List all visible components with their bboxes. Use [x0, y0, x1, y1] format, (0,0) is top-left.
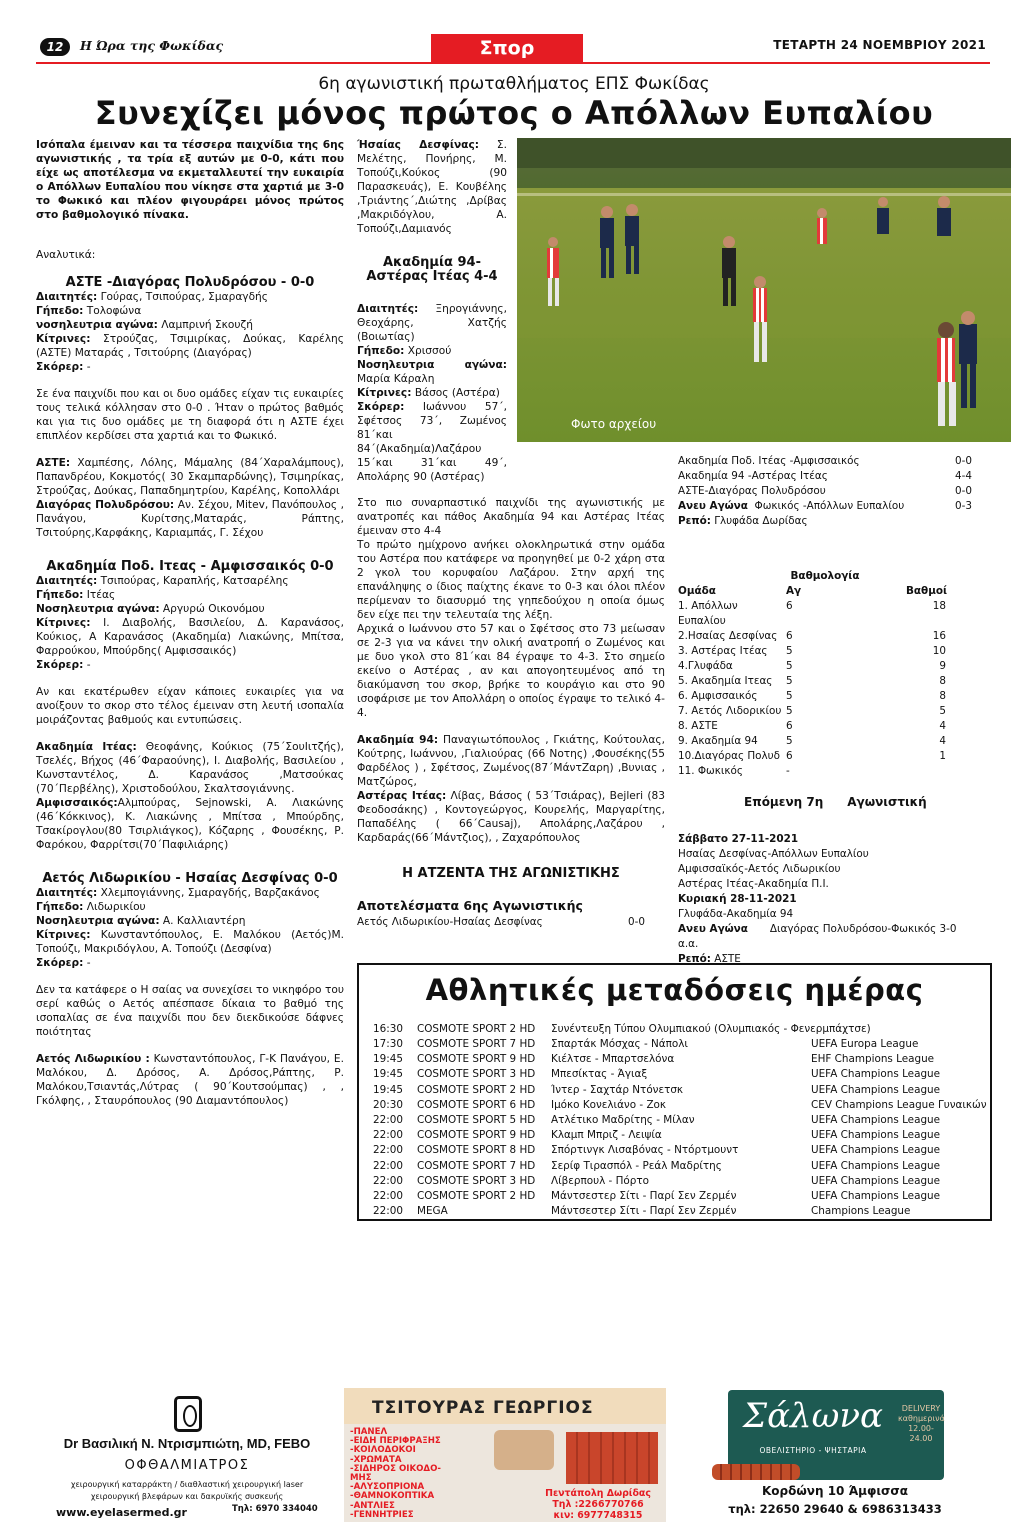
salona-food-illustration — [712, 1464, 800, 1480]
m1-lineup-2: Διαγόρας Πολυδρόσου: Αν. Σέχου, Mitev, Πανόπουλος , Πανάγου, Κυρίτσης,Ματαράς, Ράπτης, Τσιτούρης,Καρφάκης, Καριαμπάς, Γ. Σέχου — [36, 499, 344, 539]
standings-points: 8 — [939, 675, 946, 687]
tv-channel: COSMOTE SPORT 7 HD — [417, 1038, 536, 1050]
salona-delivery: DELIVERY καθημερινά 12.00-24.00 — [898, 1404, 945, 1443]
standings-points: 4 — [939, 720, 946, 732]
issue-date: ΤΕΤΑΡΤΗ 24 ΝΟΕΜΒΡΙΟΥ 2021 — [773, 38, 986, 52]
tv-channel: COSMOTE SPORT 2 HD — [417, 1190, 536, 1202]
header-rule — [36, 62, 990, 64]
m3-stadium: Γήπεδο: Λιδωρικίου — [36, 901, 146, 913]
salona-subtitle: ΟΒΕΛΙΣΤΗΡΙΟ - ΨΗΣΤΑΡΙΑ — [759, 1446, 867, 1455]
tv-competition: UEFA Europa League — [811, 1038, 919, 1050]
standings-team: 6. Αμφισσαικός — [678, 690, 758, 702]
salona-ad-final — [678, 1390, 992, 1522]
m1-yellow-cards: Κίτρινες: Στρούζας, Τσιμιρίκας, Δούκας, Καρέλης (ΑΣΤΕ) Ματαράς , Τσιτούρης (Διαγόρας) — [36, 333, 344, 359]
standings-points: 10 — [932, 645, 946, 657]
tsitouras-contact — [534, 1488, 662, 1521]
doctor-ad-panel-final — [36, 1388, 338, 1520]
standings-team: 4.Γλυφάδα — [678, 660, 733, 672]
standings-played: 5 — [786, 705, 793, 717]
m2-stadium: Γήπεδο: Ιτέας — [36, 589, 116, 601]
tv-competition: UEFA Champions League — [811, 1144, 941, 1157]
doctor-line-1: χειρουργική καταρράκτη / διαθλαστική χειρουργική laser — [70, 1480, 304, 1489]
tv-channel: COSMOTE SPORT 9 HD — [417, 1129, 536, 1142]
tv-competition: UEFA Champions League — [811, 1174, 941, 1187]
tv-event: Ατλέτικο Μαδρίτης - Μίλαν — [551, 1114, 695, 1126]
standings-played: 5 — [786, 675, 793, 687]
tv-event: Ιμόκο Κονελιάνο - Ζοκ — [551, 1098, 667, 1111]
tv-time: 19:45 — [373, 1083, 403, 1096]
tv-time: 19:45 — [373, 1068, 403, 1081]
tv-channel: COSMOTE SPORT 6 HD — [417, 1098, 536, 1111]
standings-played: 6 — [786, 600, 793, 612]
tv-channel: COSMOTE SPORT 7 HD — [417, 1159, 536, 1172]
tsitouras-roof-icon — [566, 1432, 658, 1484]
tv-channel: COSMOTE SPORT 3 HD — [417, 1174, 536, 1187]
tv-competition: UEFA Champions League — [811, 1068, 941, 1081]
m4-lineup-1: Ακαδημία 94: Παναγιωτόπουλος , Γκιάτης, Κούτουλας, Κούτρης, Ιωάννου, ,Γιαλιούρας (66 Νοτης) ,Φουσέκης(55 Φαρδέλος ) , Σφέτσος, Ζωμένος(87΄ΜάντΖαρη) ,Βυνιας , Ματζώρος, — [357, 734, 665, 788]
m2-yellow-cards: Κίτρινες: Ι. Διαβολής, Βασιλείου, Δ. Καρανάσος, Κούκιος, Α Καρανάσος (Ακαδημία) Λιακώνης, Μπίτσα, Φαρρούκου, Μπούρδης( Αμφισσαικός) — [36, 617, 344, 657]
tsitouras-phone-1: Τηλ :2266770766 — [552, 1499, 644, 1510]
standings-points: 5 — [939, 705, 946, 717]
standings-team: 3. Αστέρας Ιτέας — [678, 645, 768, 657]
standings-row — [678, 749, 972, 764]
tsitouras-ad-final — [344, 1388, 666, 1522]
m1-nurse: νοσηλευτρια αγώνα: Λαμπρινή Σκουζή — [36, 319, 253, 331]
article-headline: Συνεχίζει μόνος πρώτος ο Απόλλων Ευπαλίου — [94, 94, 934, 132]
m4-nurse: Νοσηλευτρια αγώνα: Μαρία Κάραλη — [357, 359, 507, 385]
tv-time: 22:00 — [373, 1174, 403, 1187]
standings-played: 5 — [786, 690, 793, 702]
tv-competition: UEFA Champions League — [811, 1159, 941, 1172]
standings-played: 6 — [786, 720, 793, 732]
player-red-4 — [817, 208, 827, 244]
tv-time: 22:00 — [373, 1205, 403, 1218]
tv-time: 22:00 — [373, 1190, 403, 1202]
result-row: Ακαδημία Ποδ. Ιτέας -Αμφισσαικός 0-0 — [678, 455, 972, 467]
tv-competition: Champions League — [811, 1205, 911, 1218]
m2-lineup-2: Αμφισσαικός:Αλμπούρας, Sejnowski, Α. Λιακώνης (46΄Κόκκινος), Κ. Λιακώνης , Μπίτσα , Μπούρδης, Τσακίρογλου(80 Τσιρλιάγκος), Κόζαρης , Φουσέκης, Ρ. Φαρόκου, Φαρρίτσι(70΄Παφιλιάρης) — [36, 797, 344, 851]
tv-time: 22:00 — [373, 1129, 403, 1142]
tv-competition: CEV Champions League Γυναικών — [811, 1098, 987, 1111]
standings-row — [678, 764, 972, 779]
tv-channel: COSMOTE SPORT 5 HD — [417, 1114, 536, 1126]
tv-event: Μάντσεστερ Σίτι - Παρί Σεν Ζερμέν — [551, 1205, 737, 1218]
tv-event: Λίβερπουλ - Πόρτο — [551, 1174, 649, 1187]
next-round — [678, 832, 972, 967]
m3-lineup-1: Αετός Λιδωρικίου : Κωνσταντόπουλος, Γ-Κ Πανάγου, Ε. Μαλόκου, Δ. Δρόσος, Α. Δρόσος,Ράπτης, Ρ. Μαλόκου,Τσιαντάς,Λύτρας ( 90΄Κουτσούμπας) , , Γκόλφης, , Σταυρόπουλος (90 Διαμαντόπουλος) — [36, 1053, 344, 1107]
result-row: Ακαδημία 94 -Αστέρας Ιτέας 4-4 — [678, 470, 972, 482]
analytically-label: Αναλυτικά: — [36, 249, 96, 261]
standings-row — [678, 674, 972, 689]
doctor-website[interactable]: www.eyelasermed.gr — [56, 1506, 187, 1519]
tv-competition: UEFA Champions League — [811, 1190, 941, 1202]
tv-time: 22:00 — [373, 1159, 403, 1172]
tv-event: Σπαρτάκ Μόσχας - Νάπολι — [551, 1038, 688, 1050]
standings-points: 8 — [939, 690, 946, 702]
tv-intro-event: Συνέντευξη Τύπου Ολυμπιακού (Ολυμπιακός - Φενερμπάχτσε) — [551, 1023, 871, 1035]
tsitouras-items: -ΠΑΝΕΛ -ΕΙΔΗ ΠΕΡΙΦΡΑΞΗΣ -ΚΟΙΛΟΔΟΚΟΙ -ΧΡΩΜΑΤΑ -ΣΙΔΗΡΟΣ ΟΙΚΟΔΟ- ΜΗΣ -ΑΛΥΣΟΠΡΙΟΝΑ -ΘΑΜΝΟΚΟΠΤΙΚΑ -ΑΝΤΛΙΕΣ -ΓΕΝΝΗΤΡΙΕΣ — [350, 1427, 441, 1520]
article-kicker: 6η αγωνιστική πρωταθλήματος ΕΠΣ Φωκίδας — [318, 74, 710, 94]
standings-row — [678, 599, 972, 629]
m4-yellow-cards: Κίτρινες: Βάσος (Αστέρα) — [357, 387, 500, 399]
tv-event: Σερίφ Τιρασπόλ - Ρεάλ Μαδρίτης — [551, 1159, 722, 1172]
standings-team: 8. ΑΣΤΕ — [678, 720, 718, 732]
tv-competition: UEFA Champions League — [811, 1114, 941, 1126]
standings-title: Βαθμολογία — [790, 570, 860, 582]
doctor-specialty: ΟΦΘΑΛΜΙΑΤΡΟΣ — [124, 1458, 250, 1473]
tv-channel: MEGA — [417, 1205, 448, 1218]
standings-team: 7. Αετός Λιδορικίου — [678, 705, 782, 717]
tv-channel: COSMOTE SPORT 9 HD — [417, 1053, 536, 1066]
doctor-line-2: χειρουργική βλεφάρων και δακρυϊκής συσκευής — [90, 1492, 284, 1501]
tv-time: 17:30 — [373, 1038, 403, 1050]
tv-competition: UEFA Champions League — [811, 1129, 941, 1142]
next-match: Ησαίας Δεσφίνας-Απόλλων Ευπαλίου — [678, 848, 869, 860]
m1-stadium: Γήπεδο: Τολοφώνα — [36, 305, 142, 317]
m3-text: Δεν τα κατάφερε ο Η σαίας να συνεχίσει το νικηφόρο του σερί καθώς ο Αετός απέσπασε δίκαια το βαθμό της ισοπαλίας σε ένα παιχνίδι που δεν διεκδικούσε δάφνες ποιότητας — [36, 984, 344, 1038]
next-match: Αστέρας Ιτέας-Ακαδημία Π.Ι. — [678, 878, 829, 890]
tv-time: 20:30 — [373, 1098, 403, 1111]
m4-text-1: Στο πιο συναρπαστικό παιχνίδι της αγωνιστικής με ανατροπές και πάθος Ακαδημία 94 και Αστέρας Ιτέας έμειναν στο 4-4 — [357, 497, 665, 537]
match-2-title: Ακαδημία Ποδ. Ιτεας - Αμφισσαικός 0-0 — [46, 559, 334, 574]
player-blue-5 — [877, 197, 889, 234]
m4-referees: Διαιτητές: Ξηρογιάννης, Θεοχάρης, Χατζής (Βοιωτίας) — [357, 303, 507, 343]
m3-yellow-cards: Κίτρινες: Κωνσταντόπουλος, Ε. Μαλόκου (Αετός)Μ. Τοπούζι, Μακριδόγλου, Α. Τοπούζι (Δεσφίνα) — [36, 929, 344, 955]
article-column-2-lower — [357, 496, 665, 930]
standings-row — [678, 734, 972, 749]
standings-played: 5 — [786, 660, 793, 672]
doctor-name: Dr Βασιλική Ν. Ντρισμπιώτη, MD, FEBO — [63, 1436, 311, 1451]
standings-played: 6 — [786, 630, 793, 642]
m1-scorers: Σκόρερ: - — [36, 361, 91, 373]
m3-lineup-2: Ήσαίας Δεσφίνας: Σ. Μελέτης, Πονήρης, Μ. Τοπούζι,Κούκος (90 Παρασκευάς), Ε. Κουβέλης ,Τριάντης΄,Διώτης ,Δρίβας ,Μακριδόγλου, Α. Τοπούζι,Δαμιανός — [357, 139, 507, 235]
tv-event: Ίντερ - Σαχτάρ Ντόνετσκ — [551, 1083, 684, 1096]
standings-played: - — [786, 765, 790, 777]
salona-name: Σάλωνα — [743, 1396, 883, 1436]
match-3-title: Αετός Λιδωρικίου - Ησαίας Δεσφίνας 0-0 — [42, 871, 338, 886]
next-rest: Ρεπό: ΑΣΤΕ — [678, 953, 741, 965]
paper-name: Η Ώρα της Φωκίδας — [80, 38, 224, 53]
tv-intro-time: 16:30 — [373, 1023, 403, 1035]
tv-broadcasts-box — [357, 963, 992, 1221]
eye-logo-icon — [174, 1396, 202, 1432]
standings — [678, 569, 972, 779]
tv-event: Σπόρτινγκ Λισαβόνας - Ντόρτμουντ — [551, 1144, 739, 1157]
standings-team: 9. Ακαδημία 94 — [678, 735, 758, 747]
football-field-illustration — [517, 138, 1011, 442]
standings-points: 18 — [932, 600, 946, 612]
salona-phone: τηλ: 22650 29640 & 6986313433 — [728, 1502, 942, 1516]
section-tab: Σπορ — [431, 34, 583, 62]
tv-channel: COSMOTE SPORT 3 HD — [417, 1068, 536, 1081]
standings-played: 6 — [786, 750, 793, 762]
standings-team: 5. Ακαδημία Ιτεας — [678, 675, 773, 687]
m1-lineup-1: ΑΣΤΕ: Χαμπέσης, Λόλης, Μάμαλης (84΄Χαραλάμπους), Παπανδρέου, Κοκμοτός( 30 Σκαμπαρδώνης), Τσιμηρίκας, Στρούζας, Δούκας, Παπαδημητρίου, Καρέλης, Κοπολλάρι — [36, 457, 344, 497]
standings-points — [906, 764, 946, 779]
tsitouras-phone-2: κιν: 6977748315 — [553, 1510, 643, 1521]
next-round-title: Επόμενη 7η Αγωνιστική — [744, 795, 927, 809]
tv-competition: EHF Champions League — [811, 1053, 935, 1066]
standings-points: 16 — [932, 630, 946, 642]
tv-event: Μπεσίκτας - Άγιαξ — [551, 1068, 648, 1081]
article-column-1 — [36, 138, 344, 1108]
tv-time: 22:00 — [373, 1144, 403, 1157]
page-header — [0, 0, 1028, 64]
agenda-title: Η ΑΤΖΕΝΤΑ ΤΗΣ ΑΓΩΝΙΣΤΙΚΗΣ — [402, 866, 620, 881]
tv-event: Μάντσεστερ Σίτι - Παρί Σεν Ζερμέν — [551, 1190, 737, 1202]
standings-points: 9 — [939, 660, 946, 672]
tv-channel: COSMOTE SPORT 2 HD — [417, 1083, 536, 1096]
result-row: ΑΣΤΕ-Διαγόρας Πολυδρόσου 0-0 — [678, 485, 972, 497]
tv-time: 19:45 — [373, 1053, 403, 1066]
next-match: Γλυφάδα-Ακαδημία 94 — [678, 908, 794, 920]
next-sat-date: Σάββατο 27-11-2021 — [678, 833, 799, 845]
match-photo — [517, 138, 1011, 442]
m1-referees: Διαιτητές: Γούρας, Τσιπούρας, Σμαραγδής — [36, 291, 268, 303]
m4-lineup-2: Αστέρας Ιτέας: Λίβας, Βάσος ( 53΄Τσιάρας), Bejleri (83 Φεοδοσάκης) , Κοντογεώργος, Κουρελής, Μαργαρίτης, Παπαδέλης ( 66΄Causaj), Απολάρης,Λαζάρου , Καρδαράς(66΄Μάντζιος), , Ζαχαρόπουλος — [357, 790, 665, 844]
photo-caption: Φωτο αρχείου — [571, 417, 657, 431]
tv-event: Κλαμπ Μπριζ - Λειψία — [551, 1129, 662, 1142]
tv-event: Κιέλτσε - Μπαρτσελόνα — [551, 1053, 675, 1066]
next-sun-date: Κυριακή 28-11-2021 — [678, 893, 797, 905]
m2-referees: Διαιτητές: Τσιπούρας, Καραπλής, Κατσαρέλης — [36, 575, 289, 587]
results-column — [678, 454, 972, 967]
tsitouras-name: ΤΣΙΤΟΥΡΑΣ ΓΕΩΡΓΙΟΣ — [372, 1398, 594, 1418]
tsitouras-location: Πεντάπολη Δωρίδας — [545, 1488, 651, 1499]
next-no-match: Ανευ Αγώνα Διαγόρας Πολυδρόσου-Φωκικός 3-0 α.α. — [678, 923, 957, 950]
standings-played: 5 — [786, 645, 793, 657]
m3-scorers: Σκόρερ: - — [36, 957, 91, 969]
standings-team: 11. Φωκικός — [678, 765, 743, 777]
m3-referees: Διαιτητές: Χλεμπογιάννης, Σμαραγδής, Βαρζακάνος — [36, 887, 320, 899]
m2-nurse: Νοσηλευτρια αγώνα: Αργυρώ Οικονόμου — [36, 603, 265, 615]
doctor-phone: Τηλ: 6970 334040 — [232, 1504, 318, 1514]
tv-channel: COSMOTE SPORT 8 HD — [417, 1144, 536, 1157]
m4-text-2: Το πρώτο ημίχρονο ανήκει ολοκληρωτικά στην ομάδα του Αστέρα που κατάφερε να προηγηθεί με 0-2 χάρη στα 2 γκολ του κορυφαίου Λαζάρου. Στην αρχή της επανάληψης ο ίδιος παίχτης έκανε το 0-3 και όλοι πλέον περίμεναν το διασυρμό της γηπεδούχου η οποία όμως δεν είχε πει την τελευταία της λέξη. — [357, 539, 665, 621]
ads-row — [0, 1384, 1028, 1524]
no-match-row: Ανευ Αγώνα Φωκικός -Απόλλων Ευπαλίου 0-3 — [678, 500, 972, 512]
m3-nurse: Νοσηλευτρια αγώνα: Α. Καλλιαντέρη — [36, 915, 246, 927]
page-number-badge: 12 — [40, 38, 70, 56]
player-blue-3 — [937, 196, 951, 236]
m4-stadium: Γήπεδο: Χρισσού — [357, 345, 452, 357]
m2-scorers: Σκόρερ: - — [36, 659, 91, 671]
results-title: Αποτελέσματα 6ης Αγωνιστικής — [357, 898, 583, 913]
rest-row: Ρεπό: Γλυφάδα Δωρίδας — [678, 515, 808, 527]
standings-played: 5 — [786, 735, 793, 747]
standings-team: 1. Απόλλων Ευπαλίου — [678, 600, 738, 627]
standings-row — [678, 689, 972, 704]
standings-points: 1 — [939, 750, 946, 762]
m2-text: Αν και εκατέρωθεν είχαν κάποιες ευκαιρίες για να ανοίξουν το σκορ στο τέλος έμειναν στη λευτή ισοπαλία μοιράζοντας βαθμούς και εντυπώσεις. — [36, 686, 344, 726]
result-row: Αετός Λιδωρικίου-Ησαίας Δεσφίνας 0-0 — [357, 916, 645, 928]
tv-competition: UEFA Champions League — [811, 1083, 941, 1096]
salona-address: Κορδώνη 10 Άμφισσα — [762, 1484, 908, 1498]
standings-header: Ομάδα Αγ Βαθμοί — [678, 585, 948, 597]
standings-row — [678, 719, 972, 734]
standings-row — [678, 704, 972, 719]
standings-team: 2.Ησαίας Δεσφίνας — [678, 630, 778, 642]
m4-text-3: Αρχικά ο Ιωάννου στο 57 και ο Σφέτσος στο 73 μείωσαν σε 2-3 για να κάνει την ολική ανατροπή ο Ζωμένος και με δυο γκολ στο 81΄και 84 έγραψε το 4-3. Στο σημείο εκείνο ο Αστέρας , αν και απογοητευμένος από τη διακύμανση του σκορ, βρήκε το κουράγιο και στο 90 ισοφάρισε με τον Απολλάρη ο οποίος έγραψε το τελικό 4-4. — [357, 623, 665, 719]
standings-team: 10.Διαγόρας Πολυδ — [678, 750, 781, 762]
m4-scorers: Σκόρερ: Ιωάννου 57΄, Σφέτσος 73΄, Ζωμένος 81΄και 84΄(Ακαδημία)Λαζάρου 15΄και 31΄και 49΄, Απολάρης 90 (Αστέρας) — [357, 401, 507, 483]
match-1-title: ΑΣΤΕ -Διαγόρας Πολυδρόσου - 0-0 — [65, 275, 315, 290]
tsitouras-tools-illustration — [494, 1430, 554, 1470]
standings-row — [678, 629, 972, 644]
article-intro: Ισόπαλα έμειναν και τα τέσσερα παιχνίδια της 6ης αγωνιστικής , τα τρία εξ αυτών με 0-0, κάτι που είχε ως αποτέλεσμα να εκμεταλλευτεί την ευκαιρία ο Απόλλων Ευπαλίου που νίκησε στα χαρτιά με 3-0 το Φωκικό και πλέον φιγουράρει μόνος πρώτος στο βαθμολογικό πίνακα. — [36, 139, 344, 221]
tv-intro-channel: COSMOTE SPORT 2 HD — [417, 1023, 536, 1035]
standings-row — [678, 659, 972, 674]
article-column-2 — [357, 138, 507, 484]
tv-title: Αθλητικές μεταδόσεις ημέρας — [425, 973, 924, 1007]
tv-time: 22:00 — [373, 1114, 403, 1126]
m2-lineup-1: Ακαδημία Ιτέας: Θεοφάνης, Κούκιος (75΄ΣουΙιτζής), Τσελές, Βήχος (46΄Φαραούνης), Ι. Διαβολής, Βασιλείου , Κωνσταντέλος, Δ. Καρανάσος ,Ματσούκας (70΄Περβέλης), Χριστοδούλου, Σκαλτσογιάννης. — [36, 741, 345, 795]
next-match: Αμφισσαϊκός-Αετός Λιδωρικίου — [678, 863, 841, 875]
m1-text: Σε ένα παιχνίδι που και οι δυο ομάδες είχαν τις ευκαιρίες τους τελικά κόλλησαν στο 0-0 . Ήταν ο πρώτος βαθμός και για τις δυο ομάδες με τη διαφορά ότι η ΑΣΤΕ έχει επιπλέον κερδίσει στα χαρτιά και το Φωκικό. — [36, 388, 344, 442]
standings-points: 4 — [939, 735, 946, 747]
standings-row — [678, 644, 972, 659]
match-4-title: Ακαδημία 94- Αστέρας Ιτέας 4-4 — [366, 255, 498, 284]
